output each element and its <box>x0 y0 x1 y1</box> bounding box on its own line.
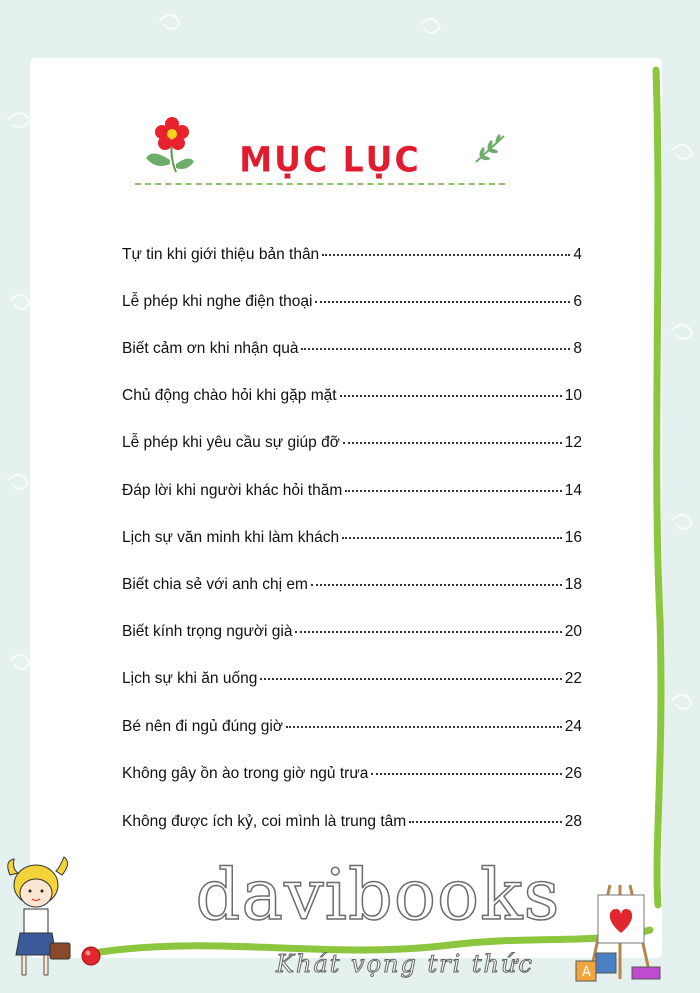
girl-illustration <box>0 855 80 985</box>
toc-item[interactable] <box>122 623 582 647</box>
toc-item[interactable] <box>122 387 582 411</box>
toc-item[interactable] <box>122 246 582 270</box>
toc-item-title: Đáp lời khi người khác hỏi thăm <box>122 482 343 499</box>
toc-leader-dots <box>409 821 562 823</box>
title-underline <box>135 183 505 187</box>
toc-item-page: 4 <box>573 246 582 263</box>
toc-item[interactable] <box>122 765 582 789</box>
toc-item-title: Bé nên đi ngủ đúng giờ <box>122 718 283 735</box>
watermark-brand: davibooks <box>195 854 561 936</box>
toc-item-title: Biết kính trọng người già <box>122 623 293 640</box>
toc-item-page: 16 <box>564 529 582 546</box>
toc-item-title: Biết chia sẻ với anh chị em <box>122 576 308 593</box>
toc-item[interactable] <box>122 529 582 553</box>
toc-item-title: Biết cảm ơn khi nhận quà <box>122 340 299 357</box>
toc-item-page: 12 <box>564 434 582 451</box>
toc-item[interactable] <box>122 813 582 837</box>
toc-leader-dots <box>315 301 570 303</box>
toc-item-page: 8 <box>573 340 582 357</box>
toc-item[interactable] <box>122 670 582 694</box>
toc-item[interactable] <box>122 482 582 506</box>
toc-leader-dots <box>286 726 562 728</box>
toc-item-title: Chủ động chào hỏi khi gặp mặt <box>122 387 337 404</box>
toc-item-title: Lịch sự văn minh khi làm khách <box>122 529 340 546</box>
toc-item-title: Không gây ồn ào trong giờ ngủ trưa <box>122 765 369 782</box>
toc-leader-dots <box>340 395 562 397</box>
toc-item-page: 22 <box>564 670 582 687</box>
toc-leader-dots <box>311 584 562 586</box>
toc-leader-dots <box>371 773 561 775</box>
toc-item-page: 10 <box>564 387 582 404</box>
page-title: MỤC LỤC <box>239 139 421 180</box>
toc-item-page: 14 <box>564 482 582 499</box>
toc-item-page: 24 <box>564 718 582 735</box>
toc-leader-dots <box>343 442 562 444</box>
toc-leader-dots <box>322 254 570 256</box>
toc-item-page: 20 <box>564 623 582 640</box>
toc-item-title: Tự tin khi giới thiệu bản thân <box>122 246 320 263</box>
toc-item[interactable] <box>122 434 582 458</box>
watermark-tagline: Khát vọng tri thức <box>276 950 534 978</box>
svg-text:A: A <box>582 965 591 980</box>
toc-item[interactable] <box>122 576 582 600</box>
toc-leader-dots <box>345 490 562 492</box>
toc-item-title: Lễ phép khi nghe điện thoại <box>122 293 313 310</box>
toc-leader-dots <box>342 537 562 539</box>
toc-item[interactable] <box>122 718 582 742</box>
toc-item-title: Không được ích kỷ, coi mình là trung tâm <box>122 813 407 830</box>
toc-item[interactable] <box>122 340 582 364</box>
toc-item-page: 18 <box>564 576 582 593</box>
toc-item-page: 28 <box>564 813 582 830</box>
toc-item[interactable] <box>122 293 582 317</box>
toc-leader-dots <box>301 348 570 350</box>
toc-item-title: Lễ phép khi yêu cầu sự giúp đỡ <box>122 434 340 451</box>
toc-item-title: Lịch sự khi ăn uống <box>122 670 258 687</box>
toc-leader-dots <box>260 678 561 680</box>
toc-item-page: 6 <box>573 293 582 310</box>
toc-item-page: 26 <box>564 765 582 782</box>
ball-icon <box>80 945 102 967</box>
toc-leader-dots <box>295 631 561 633</box>
